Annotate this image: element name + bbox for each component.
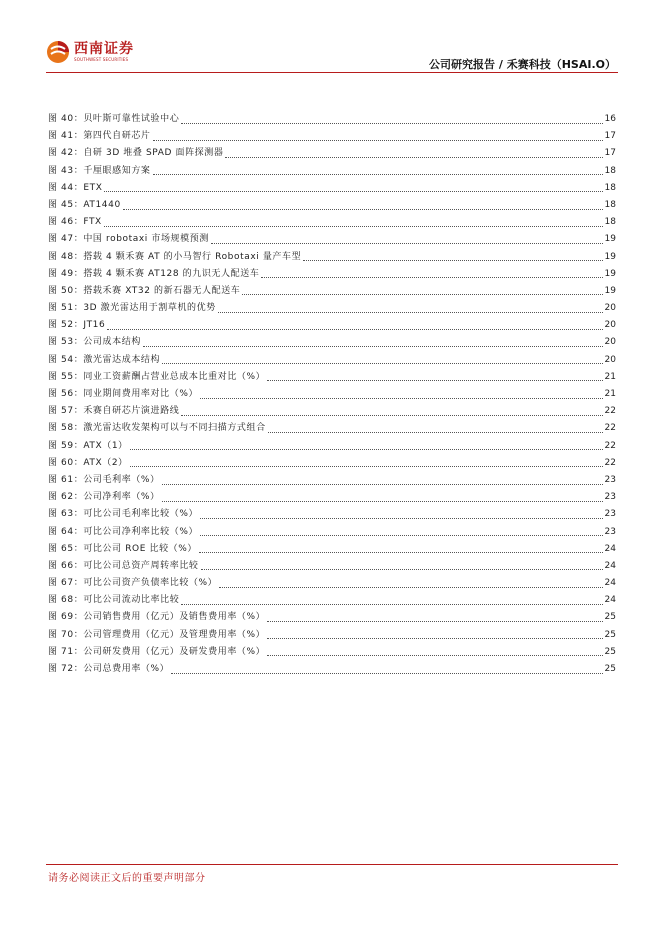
toc-entry-page: 24: [604, 578, 616, 589]
toc-entry-label: 图 68：: [48, 595, 84, 606]
toc-dot-leader: [267, 654, 602, 656]
toc-entry[interactable]: [48, 575, 616, 592]
toc-dot-leader: [130, 448, 603, 450]
toc-entry-label: 图 57：: [48, 406, 84, 417]
toc-entry[interactable]: [48, 541, 616, 558]
toc-entry-title: 公司管理费用（亿元）及管理费用率（%）: [83, 629, 266, 640]
toc-dot-leader: [123, 208, 603, 210]
toc-entry-page: 20: [604, 320, 616, 331]
toc-entry-title: 同业工资薪酬占营业总成本比重对比（%）: [83, 371, 266, 382]
toc-entry-title: 可比公司资产负债率比较（%）: [83, 578, 218, 589]
toc-entry[interactable]: [48, 283, 616, 300]
toc-entry-label: 图 65：: [48, 543, 84, 554]
toc-entry-page: 19: [604, 285, 616, 296]
toc-entry-page: 23: [604, 509, 616, 520]
toc-entry-title: 激光雷达收发架构可以与不同扫描方式组合: [83, 423, 266, 434]
toc-entry-page: 18: [604, 217, 616, 228]
toc-entry-label: 图 50：: [48, 285, 84, 296]
toc-entry-page: 21: [604, 371, 616, 382]
toc-entry-label: 图 47：: [48, 234, 84, 245]
toc-entry[interactable]: [48, 438, 616, 455]
toc-dot-leader: [225, 156, 602, 158]
toc-entry-page: 17: [604, 148, 616, 159]
toc-entry[interactable]: [48, 369, 616, 386]
toc-entry[interactable]: [48, 352, 616, 369]
toc-entry-label: 图 69：: [48, 612, 84, 623]
toc-entry-label: 图 49：: [48, 268, 84, 279]
toc-entry-title: AT1440: [83, 199, 121, 210]
toc-entry[interactable]: [48, 472, 616, 489]
toc-dot-leader: [303, 259, 602, 261]
toc-dot-leader: [268, 431, 603, 433]
toc-entry-label: 图 66：: [48, 560, 84, 571]
toc-entry-title: 公司毛利率（%）: [83, 474, 160, 485]
toc-entry-page: 25: [604, 646, 616, 657]
toc-entry-label: 图 43：: [48, 165, 84, 176]
toc-entry-label: 图 46：: [48, 217, 84, 228]
toc-entry-page: 22: [604, 457, 616, 468]
toc-entry-label: 图 52：: [48, 320, 84, 331]
toc-dot-leader: [267, 379, 602, 381]
toc-dot-leader: [171, 672, 602, 674]
footer-divider: [46, 864, 618, 865]
footer-disclaimer: 请务必阅读正文后的重要声明部分: [48, 873, 206, 884]
toc-entry[interactable]: [48, 231, 616, 248]
toc-entry-page: 25: [604, 612, 616, 623]
toc-dot-leader: [130, 465, 603, 467]
toc-entry-page: 24: [604, 595, 616, 606]
toc-entry[interactable]: [48, 334, 616, 351]
toc-entry[interactable]: [48, 249, 616, 266]
toc-entry-title: 禾赛自研芯片演进路线: [83, 406, 180, 417]
toc-entry[interactable]: [48, 661, 616, 678]
toc-dot-leader: [107, 328, 602, 330]
toc-dot-leader: [200, 534, 602, 536]
toc-entry-title: 可比公司毛利率比较（%）: [83, 509, 199, 520]
logo-name-cn: 西南证券: [74, 40, 134, 57]
toc-entry[interactable]: [48, 455, 616, 472]
toc-entry-page: 22: [604, 440, 616, 451]
toc-entry-title: ETX: [83, 182, 103, 193]
figure-table-of-contents: [48, 111, 616, 678]
toc-entry[interactable]: [48, 317, 616, 334]
toc-entry-title: ATX（1）: [83, 440, 128, 451]
toc-entry[interactable]: [48, 489, 616, 506]
toc-entry-title: 可比公司流动比率比较: [83, 595, 180, 606]
southwest-securities-logo-icon: [46, 40, 70, 64]
toc-entry-label: 图 62：: [48, 492, 84, 503]
toc-dot-leader: [199, 551, 603, 553]
toc-entry-title: 公司成本结构: [83, 337, 141, 348]
toc-entry-title: 3D 激光雷达用于割草机的优势: [83, 303, 216, 314]
toc-entry-title: 公司净利率（%）: [83, 492, 160, 503]
toc-entry-label: 图 48：: [48, 251, 84, 262]
toc-entry-page: 23: [604, 492, 616, 503]
toc-entry-title: 同业期间费用率对比（%）: [83, 389, 199, 399]
toc-entry-label: 图 53：: [48, 337, 84, 348]
toc-dot-leader: [162, 483, 603, 485]
toc-entry-label: 图 72：: [48, 664, 84, 674]
toc-entry-title: 搭载禾赛 XT32 的新石器无人配送车: [83, 285, 241, 296]
toc-entry-label: 图 45：: [48, 199, 84, 210]
toc-dot-leader: [200, 397, 602, 399]
toc-entry-title: 贝叶斯可靠性试验中心: [83, 114, 180, 124]
toc-entry-label: 图 41：: [48, 131, 84, 142]
toc-dot-leader: [242, 293, 602, 295]
toc-entry-label: 图 51：: [48, 303, 84, 314]
toc-dot-leader: [104, 225, 603, 227]
toc-entry[interactable]: [48, 644, 616, 661]
toc-entry-page: 21: [604, 389, 616, 399]
toc-entry-label: 图 59：: [48, 440, 84, 451]
company-logo: [46, 40, 134, 64]
toc-entry[interactable]: [48, 592, 616, 609]
toc-entry-title: 第四代自研芯片: [83, 131, 151, 142]
toc-dot-leader: [181, 603, 602, 605]
toc-entry[interactable]: [48, 506, 616, 523]
page-header: [0, 0, 662, 76]
toc-entry-title: 公司销售费用（亿元）及销售费用率（%）: [83, 612, 266, 623]
toc-dot-leader: [162, 500, 603, 502]
toc-entry[interactable]: [48, 524, 616, 541]
toc-entry-title: 可比公司 ROE 比较（%）: [83, 543, 198, 554]
toc-entry-label: 图 56：: [48, 389, 84, 399]
toc-entry-label: 图 61：: [48, 474, 84, 485]
toc-dot-leader: [267, 620, 602, 622]
toc-entry-title: 中国 robotaxi 市场规模预测: [83, 234, 209, 245]
toc-dot-leader: [261, 276, 602, 278]
toc-dot-leader: [201, 568, 603, 570]
toc-entry[interactable]: [48, 627, 616, 644]
toc-entry-page: 20: [604, 354, 616, 365]
toc-entry[interactable]: [48, 111, 616, 128]
toc-entry[interactable]: [48, 300, 616, 317]
toc-entry[interactable]: [48, 163, 616, 180]
toc-entry-title: 公司总费用率（%）: [83, 664, 170, 674]
toc-entry-label: 图 64：: [48, 526, 84, 537]
toc-entry[interactable]: [48, 609, 616, 626]
toc-entry-page: 22: [604, 406, 616, 417]
toc-entry-page: 24: [604, 543, 616, 554]
toc-entry-label: 图 58：: [48, 423, 84, 434]
toc-entry-label: 图 42：: [48, 148, 84, 159]
toc-entry[interactable]: [48, 180, 616, 197]
toc-dot-leader: [211, 242, 603, 244]
toc-dot-leader: [181, 414, 602, 416]
toc-entry-label: 图 70：: [48, 629, 84, 640]
toc-entry-page: 16: [604, 114, 616, 124]
toc-entry[interactable]: [48, 266, 616, 283]
toc-entry[interactable]: [48, 197, 616, 214]
toc-entry-label: 图 67：: [48, 578, 84, 589]
toc-entry-page: 25: [604, 629, 616, 640]
toc-entry-title: 千厘眼感知方案: [83, 165, 151, 176]
toc-entry-label: 图 63：: [48, 509, 84, 520]
header-divider: [46, 72, 618, 73]
toc-entry-page: 18: [604, 199, 616, 210]
toc-entry-page: 18: [604, 182, 616, 193]
toc-dot-leader: [143, 345, 603, 347]
toc-entry-page: 17: [604, 131, 616, 142]
toc-entry[interactable]: [48, 214, 616, 231]
toc-entry-page: 19: [604, 268, 616, 279]
toc-entry[interactable]: [48, 386, 616, 403]
toc-entry[interactable]: [48, 558, 616, 575]
toc-entry[interactable]: [48, 128, 616, 145]
toc-dot-leader: [267, 637, 602, 639]
toc-entry-title: 激光雷达成本结构: [83, 354, 161, 365]
toc-entry-label: 图 71：: [48, 646, 84, 657]
toc-entry[interactable]: [48, 420, 616, 437]
toc-entry-label: 图 44：: [48, 182, 84, 193]
toc-entry[interactable]: [48, 145, 616, 162]
toc-entry-page: 23: [604, 474, 616, 485]
toc-dot-leader: [153, 173, 603, 175]
toc-entry-page: 18: [604, 165, 616, 176]
toc-dot-leader: [153, 139, 603, 141]
toc-entry-label: 图 60：: [48, 457, 84, 468]
toc-entry-page: 20: [604, 303, 616, 314]
toc-dot-leader: [218, 311, 603, 313]
toc-entry-page: 23: [604, 526, 616, 537]
toc-entry[interactable]: [48, 403, 616, 420]
toc-entry-page: 24: [604, 560, 616, 571]
toc-entry-page: 19: [604, 234, 616, 245]
toc-dot-leader: [219, 586, 602, 588]
toc-dot-leader: [181, 122, 602, 124]
toc-entry-title: 公司研发费用（亿元）及研发费用率（%）: [83, 646, 266, 657]
toc-dot-leader: [162, 362, 602, 364]
toc-entry-label: 图 55：: [48, 371, 84, 382]
toc-entry-label: 图 40：: [48, 114, 84, 124]
logo-name-en: SOUTHWEST SECURITIES: [74, 56, 129, 62]
toc-entry-label: 图 54：: [48, 354, 84, 365]
toc-dot-leader: [104, 190, 602, 192]
toc-dot-leader: [200, 517, 602, 519]
toc-entry-title: FTX: [83, 217, 102, 228]
toc-entry-title: 可比公司总资产周转率比较: [83, 560, 199, 571]
report-title: 公司研究报告 / 禾赛科技（HSAI.O）: [429, 58, 616, 71]
toc-entry-title: JT16: [83, 320, 106, 331]
toc-entry-page: 19: [604, 251, 616, 262]
toc-entry-page: 22: [604, 423, 616, 434]
toc-entry-title: 搭载 4 颗禾赛 AT128 的九识无人配送车: [83, 268, 260, 279]
toc-entry-page: 20: [604, 337, 616, 348]
toc-entry-title: 可比公司净利率比较（%）: [83, 526, 199, 537]
toc-entry-title: ATX（2）: [83, 457, 128, 468]
toc-entry-title: 搭载 4 颗禾赛 AT 的小马智行 Robotaxi 量产车型: [83, 251, 302, 262]
toc-entry-title: 自研 3D 堆叠 SPAD 面阵探测器: [83, 148, 224, 159]
toc-entry-page: 25: [604, 664, 616, 674]
